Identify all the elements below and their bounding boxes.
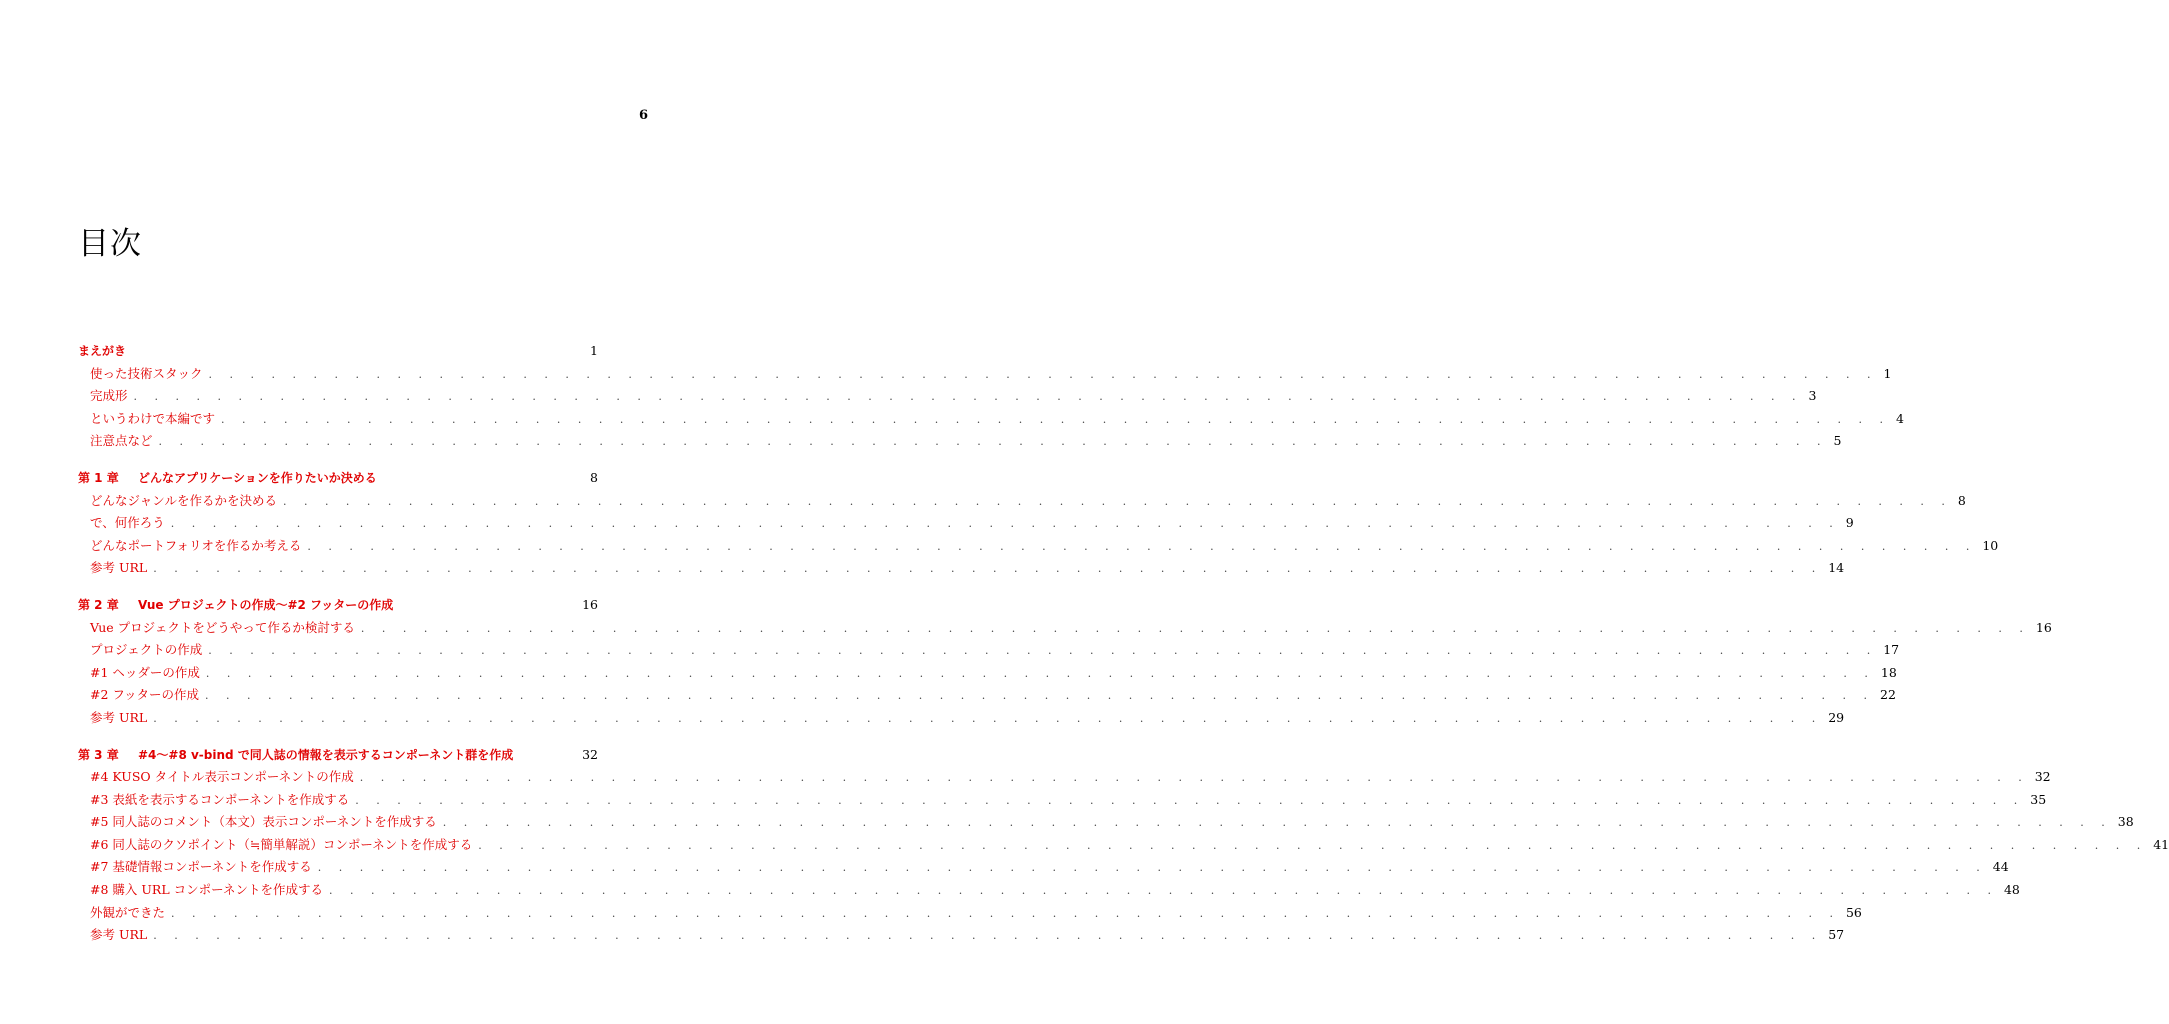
section-title-link[interactable]: Vue プロジェクトをどうやって作るか検討する	[90, 619, 355, 635]
section-title-link[interactable]: 使った技術スタック	[90, 365, 203, 381]
chapter-title-link[interactable]	[78, 340, 126, 363]
section-page-number: 22	[1880, 687, 1896, 703]
dot-leader: . . . . . . . . . . . . . . . . . . . . . . . . . . . . . . . . . . . . . . . . . . . . . . . . . . . . . . . . . . . . . . . . . . . . . . . . . . . . . . . .	[359, 771, 2029, 785]
toc-chapter	[78, 744, 2169, 947]
toc-section-entry[interactable]	[78, 924, 1845, 947]
section-page-number: 57	[1828, 927, 1845, 943]
toc-section-entry[interactable]	[78, 639, 1900, 662]
section-page-number: 8	[1957, 492, 1966, 508]
chapter-number: 第 2 章	[78, 597, 119, 612]
section-title-link[interactable]: プロジェクトの作成	[90, 642, 203, 658]
dot-leader: . . . . . . . . . . . . . . . . . . . . . . . . . . . . . . . . . . . . . . . . . . . . . . . . . . . . . . . . . . . . . . . . . . . . . . . . . . . . . . . .	[153, 929, 1823, 943]
toc-chapter-entry[interactable]	[78, 744, 598, 767]
section-title-link[interactable]: 参考 URL	[90, 927, 148, 943]
section-page-number: 10	[1982, 537, 1999, 553]
chapter-page-number: 32	[582, 746, 598, 762]
dot-leader: . . . . . . . . . . . . . . . . . . . . . . . . . . . . . . . . . . . . . . . . . . . . . . . . . . . . . . . . . . . . . . . . . . . . . . . . . . . . . . . .	[307, 539, 1977, 553]
section-title-link[interactable]: #2 フッターの作成	[90, 687, 200, 703]
toc-chapter	[78, 340, 1904, 453]
dot-leader: . . . . . . . . . . . . . . . . . . . . . . . . . . . . . . . . . . . . . . . . . . . . . . . . . . . . . . . . . . . . . . . . . . . . . . . . . . . . . . . .	[153, 711, 1823, 725]
section-page-number: 9	[1845, 515, 1854, 531]
toc-section-entry[interactable]	[78, 811, 2134, 834]
dot-leader: . . . . . . . . . . . . . . . . . . . . . . . . . . . . . . . . . . . . . . . . . . . . . . . . . . . . . . . . . . . . . . . . . . . . . . . . . . . . . . . .	[170, 517, 1840, 531]
section-title-link[interactable]: 外観ができた	[90, 904, 166, 920]
dot-leader: . . . . . . . . . . . . . . . . . . . . . . . . . . . . . . . . . . . . . . . . . . . . . . . . . . . . . . . . . . . . . . . . . . . . . . . . . . . . . . . .	[360, 621, 2030, 635]
dot-leader: . . . . . . . . . . . . . . . . . . . . . . . . . . . . . . . . . . . . . . . . . . . . . . . . . . . . . . . . . . . . . . . . . . . . . . . . . . . . . . . .	[158, 435, 1828, 449]
chapter-title: #4〜#8 v-bind で同人誌の情報を表示するコンポーネント群を作成	[138, 747, 514, 762]
toc-chapter-entry[interactable]	[78, 594, 598, 617]
dot-leader: . . . . . . . . . . . . . . . . . . . . . . . . . . . . . . . . . . . . . . . . . . . . . . . . . . . . . . . . . . . . . . . . . . . . . . . . . . . . . . . .	[317, 861, 1987, 875]
toc-section-entry[interactable]	[78, 856, 2009, 879]
toc-section-entry[interactable]	[78, 557, 1845, 580]
section-page-number: 44	[1992, 859, 2009, 875]
section-page-number: 18	[1880, 664, 1897, 680]
toc-section-entry[interactable]	[78, 430, 1842, 453]
chapter-title: まえがき	[78, 344, 127, 358]
section-title-link[interactable]: #6 同人誌のクソポイント（≒簡単解説）コンポーネントを作成する	[90, 836, 473, 852]
section-title-link[interactable]: #8 購入 URL コンポーネントを作成する	[90, 882, 323, 898]
toc-section-entry[interactable]	[78, 834, 2169, 857]
dot-leader: . . . . . . . . . . . . . . . . . . . . . . . . . . . . . . . . . . . . . . . . . . . . . . . . . . . . . . . . . . . . . . . . . . . . . . . . . . . . . . . .	[221, 412, 1890, 426]
toc-section-entry[interactable]	[78, 789, 2047, 812]
chapter-title-link[interactable]	[78, 467, 377, 490]
section-page-number: 29	[1828, 709, 1845, 725]
toc-section-entry[interactable]	[78, 617, 2052, 640]
toc-section-entry[interactable]	[78, 662, 1897, 685]
dot-leader: . . . . . . . . . . . . . . . . . . . . . . . . . . . . . . . . . . . . . . . . . . . . . . . . . . . . . . . . . . . . . . . . . . . . . . . . . . . . . . . .	[328, 884, 1998, 898]
section-page-number: 38	[2117, 814, 2134, 830]
toc-chapter-entry[interactable]	[78, 340, 598, 363]
section-page-number: 48	[2003, 882, 2020, 898]
chapter-title-link[interactable]	[78, 594, 393, 617]
section-page-number: 41	[2153, 836, 2169, 852]
page-title: 目次	[78, 226, 142, 262]
chapter-number: 第 3 章	[78, 747, 119, 762]
dot-leader: . . . . . . . . . . . . . . . . . . . . . . . . . . . . . . . . . . . . . . . . . . . . . . . . . . . . . . . . . . . . . . . . . . . . . . . . . . . . . . . .	[171, 906, 1840, 920]
dot-leader: . . . . . . . . . . . . . . . . . . . . . . . . . . . . . . . . . . . . . . . . . . . . . . . . . . . . . . . . . . . . . . . . . . . . . . . . . . . . . . . .	[478, 838, 2148, 852]
toc-section-entry[interactable]	[78, 684, 1896, 707]
dot-leader: . . . . . . . . . . . . . . . . . . . . . . . . . . . . . . . . . . . . . . . . . . . . . . . . . . . . . . . . . . . . . . . . . . . . . . . . . . . . . . . .	[153, 562, 1823, 576]
dot-leader: . . . . . . . . . . . . . . . . . . . . . . . . . . . . . . . . . . . . . . . . . . . . . . . . . . . . . . . . . . . . . . . . . . . . . . . . . . . . . . . .	[133, 390, 1803, 404]
section-title-link[interactable]: #3 表紙を表示するコンポーネントを作成する	[90, 791, 350, 807]
table-of-contents	[78, 340, 2169, 961]
chapter-title: どんなアプリケーションを作りたいか決める	[138, 470, 377, 485]
toc-section-entry[interactable]	[78, 385, 1817, 408]
section-page-number: 56	[1845, 904, 1862, 920]
dot-leader: . . . . . . . . . . . . . . . . . . . . . . . . . . . . . . . . . . . . . . . . . . . . . . . . . . . . . . . . . . . . . . . . . . . . . . . . . . . . . . . .	[205, 689, 1874, 703]
section-title-link[interactable]: 参考 URL	[90, 709, 148, 725]
section-title-link[interactable]: どんなジャンルを作るかを決める	[90, 492, 277, 508]
section-title-link[interactable]: #7 基礎情報コンポーネントを作成する	[90, 859, 312, 875]
section-title-link[interactable]: #4 KUSO タイトル表示コンポーネントの作成	[90, 769, 354, 785]
chapter-number: 第 1 章	[78, 470, 119, 485]
dot-leader: . . . . . . . . . . . . . . . . . . . . . . . . . . . . . . . . . . . . . . . . . . . . . . . . . . . . . . . . . . . . . . . . . . . . . . . . . . . . . . . .	[442, 816, 2112, 830]
toc-section-entry[interactable]	[78, 363, 1892, 386]
toc-section-entry[interactable]	[78, 490, 1966, 513]
section-page-number: 1	[1883, 365, 1892, 381]
chapter-title-link[interactable]	[78, 744, 513, 767]
section-title-link[interactable]: どんなポートフォリオを作るか考える	[90, 537, 302, 553]
dot-leader: . . . . . . . . . . . . . . . . . . . . . . . . . . . . . . . . . . . . . . . . . . . . . . . . . . . . . . . . . . . . . . . . . . . . . . . . . . . . . . . .	[355, 793, 2025, 807]
dot-leader: . . . . . . . . . . . . . . . . . . . . . . . . . . . . . . . . . . . . . . . . . . . . . . . . . . . . . . . . . . . . . . . . . . . . . . . . . . . . . . . .	[208, 367, 1878, 381]
dot-leader: . . . . . . . . . . . . . . . . . . . . . . . . . . . . . . . . . . . . . . . . . . . . . . . . . . . . . . . . . . . . . . . . . . . . . . . . . . . . . . . .	[205, 666, 1875, 680]
section-title-link[interactable]: #1 ヘッダーの作成	[90, 664, 200, 680]
chapter-page-number: 1	[590, 343, 598, 358]
dot-leader: . . . . . . . . . . . . . . . . . . . . . . . . . . . . . . . . . . . . . . . . . . . . . . . . . . . . . . . . . . . . . . . . . . . . . . . . . . . . . . . .	[208, 644, 1878, 658]
chapter-page-number: 8	[590, 469, 598, 485]
toc-section-entry[interactable]	[78, 902, 1862, 925]
page-number: 6	[638, 108, 648, 123]
section-page-number: 16	[2035, 619, 2052, 635]
section-title-link[interactable]: 注意点など	[90, 433, 153, 449]
chapter-page-number: 16	[582, 596, 598, 612]
toc-section-entry[interactable]	[78, 535, 1999, 558]
section-title-link[interactable]: 参考 URL	[90, 560, 148, 576]
section-title-link[interactable]: で、何作ろう	[90, 515, 165, 531]
section-page-number: 35	[2030, 791, 2047, 807]
section-page-number: 5	[1833, 433, 1842, 449]
toc-chapter	[78, 467, 1999, 580]
toc-chapter-entry[interactable]	[78, 467, 598, 490]
dot-leader: . . . . . . . . . . . . . . . . . . . . . . . . . . . . . . . . . . . . . . . . . . . . . . . . . . . . . . . . . . . . . . . . . . . . . . . . . . . . . . . .	[282, 494, 1952, 508]
section-page-number: 3	[1808, 388, 1817, 404]
toc-section-entry[interactable]	[78, 707, 1845, 730]
section-title-link[interactable]: 完成形	[90, 388, 128, 404]
chapter-title: Vue プロジェクトの作成〜#2 フッターの作成	[138, 597, 394, 612]
section-page-number: 14	[1828, 560, 1845, 576]
toc-section-entry[interactable]	[78, 408, 1904, 431]
section-page-number: 32	[2034, 769, 2051, 785]
section-title-link[interactable]: というわけで本編です	[90, 410, 216, 426]
section-page-number: 4	[1895, 410, 1904, 426]
section-title-link[interactable]: #5 同人誌のコメント（本文）表示コンポーネントを作成する	[90, 814, 437, 830]
toc-chapter	[78, 594, 2052, 730]
toc-section-entry[interactable]	[78, 766, 2051, 789]
toc-section-entry[interactable]	[78, 512, 1854, 535]
toc-section-entry[interactable]	[78, 879, 2020, 902]
section-page-number: 17	[1883, 642, 1900, 658]
